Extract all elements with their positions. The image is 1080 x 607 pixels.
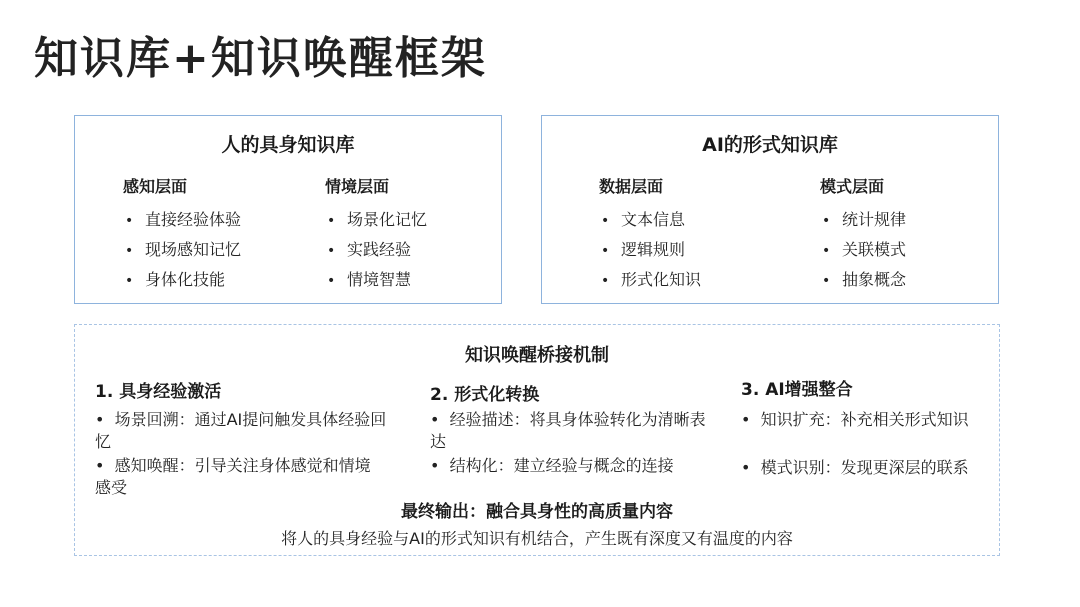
bullet-icon: • bbox=[822, 273, 831, 289]
data-column bbox=[599, 174, 701, 295]
list-item bbox=[123, 235, 241, 265]
mechanism-item bbox=[430, 455, 730, 477]
list-item-text: 场景化记忆 bbox=[347, 210, 428, 229]
list-item-text: 关联模式 bbox=[842, 240, 907, 259]
pattern-column bbox=[820, 174, 906, 295]
context-column bbox=[325, 174, 427, 295]
list-item-text: 现场感知记忆 bbox=[145, 240, 242, 259]
column-heading: 模式层面 bbox=[820, 177, 885, 196]
bullet-icon: • bbox=[327, 213, 336, 229]
bullet-icon: • bbox=[125, 213, 134, 229]
bullet-icon: • bbox=[327, 243, 336, 259]
bullet-icon: • bbox=[741, 410, 751, 429]
bullet-icon: • bbox=[601, 273, 610, 289]
list-item-text: 情境智慧 bbox=[347, 270, 412, 289]
item-list bbox=[599, 205, 701, 295]
column-heading: 数据层面 bbox=[599, 177, 664, 196]
bridge-title: 知识唤醒桥接机制 bbox=[465, 345, 609, 366]
mechanism-item-text: 感知唤醒：引导关注身体感觉和情境感受 bbox=[95, 456, 371, 497]
mechanism-heading: 3. AI增强整合 bbox=[741, 380, 853, 400]
ai-knowledge-box bbox=[541, 115, 999, 304]
item-list bbox=[820, 205, 906, 295]
list-item bbox=[820, 265, 906, 295]
list-item bbox=[325, 205, 427, 235]
bullet-icon: • bbox=[430, 410, 440, 429]
mechanism-item-text: 经验描述：将具身体验转化为清晰表达 bbox=[430, 410, 706, 451]
list-item bbox=[123, 205, 241, 235]
mechanism-item bbox=[95, 455, 385, 499]
list-item bbox=[599, 235, 701, 265]
bullet-icon: • bbox=[327, 273, 336, 289]
list-item-text: 实践经验 bbox=[347, 240, 412, 259]
mechanism-item bbox=[741, 457, 999, 479]
mechanism-item bbox=[741, 409, 999, 431]
human-knowledge-title: 人的具身知识库 bbox=[221, 134, 355, 156]
list-item bbox=[820, 205, 906, 235]
bullet-icon: • bbox=[601, 243, 610, 259]
mechanism-heading: 2. 形式化转换 bbox=[430, 385, 540, 405]
bullet-icon: • bbox=[125, 243, 134, 259]
list-item bbox=[820, 235, 906, 265]
bullet-icon: • bbox=[601, 213, 610, 229]
ai-knowledge-title: AI的形式知识库 bbox=[702, 134, 838, 156]
bullet-icon: • bbox=[741, 458, 751, 477]
bullet-icon: • bbox=[430, 456, 440, 475]
list-item bbox=[123, 265, 241, 295]
mechanism-item-text: 结构化：建立经验与概念的连接 bbox=[449, 456, 674, 475]
list-item-text: 直接经验体验 bbox=[145, 210, 242, 229]
list-item bbox=[599, 205, 701, 235]
mechanism-item-text: 知识扩充：补充相关形式知识 bbox=[760, 410, 969, 429]
final-output-description: 将人的具身经验与AI的形式知识有机结合，产生既有深度又有温度的内容 bbox=[281, 529, 793, 548]
bullet-icon: • bbox=[822, 243, 831, 259]
column-heading: 感知层面 bbox=[123, 177, 188, 196]
list-item-text: 形式化知识 bbox=[621, 270, 702, 289]
column-heading: 情境层面 bbox=[325, 177, 390, 196]
bullet-icon: • bbox=[822, 213, 831, 229]
page-title: 知识库+知识唤醒框架 bbox=[34, 33, 487, 84]
bullet-icon: • bbox=[95, 456, 105, 475]
mechanism-formal-conversion bbox=[430, 380, 730, 475]
perception-column bbox=[123, 174, 241, 295]
mechanism-item bbox=[430, 409, 720, 453]
list-item-text: 抽象概念 bbox=[842, 270, 907, 289]
list-item-text: 文本信息 bbox=[621, 210, 686, 229]
bullet-icon: • bbox=[125, 273, 134, 289]
mechanism-embodied-activation bbox=[95, 377, 415, 497]
item-list bbox=[123, 205, 241, 295]
final-output-title: 最终输出：融合具身性的高质量内容 bbox=[401, 502, 673, 522]
list-item bbox=[325, 265, 427, 295]
mechanism-item-text: 模式识别：发现更深层的联系 bbox=[760, 458, 969, 477]
mechanism-ai-integration bbox=[741, 375, 1001, 477]
list-item-text: 统计规律 bbox=[842, 210, 907, 229]
bridge-mechanism-box bbox=[74, 324, 1000, 556]
list-item-text: 身体化技能 bbox=[145, 270, 226, 289]
mechanism-heading: 1. 具身经验激活 bbox=[95, 382, 222, 402]
list-item-text: 逻辑规则 bbox=[621, 240, 686, 259]
bullet-icon: • bbox=[95, 410, 105, 429]
item-list bbox=[325, 205, 427, 295]
list-item bbox=[599, 265, 701, 295]
mechanism-item-text: 场景回溯：通过AI提问触发具体经验回忆 bbox=[95, 410, 387, 451]
list-item bbox=[325, 235, 427, 265]
human-knowledge-box bbox=[74, 115, 502, 304]
mechanism-item bbox=[95, 409, 395, 453]
